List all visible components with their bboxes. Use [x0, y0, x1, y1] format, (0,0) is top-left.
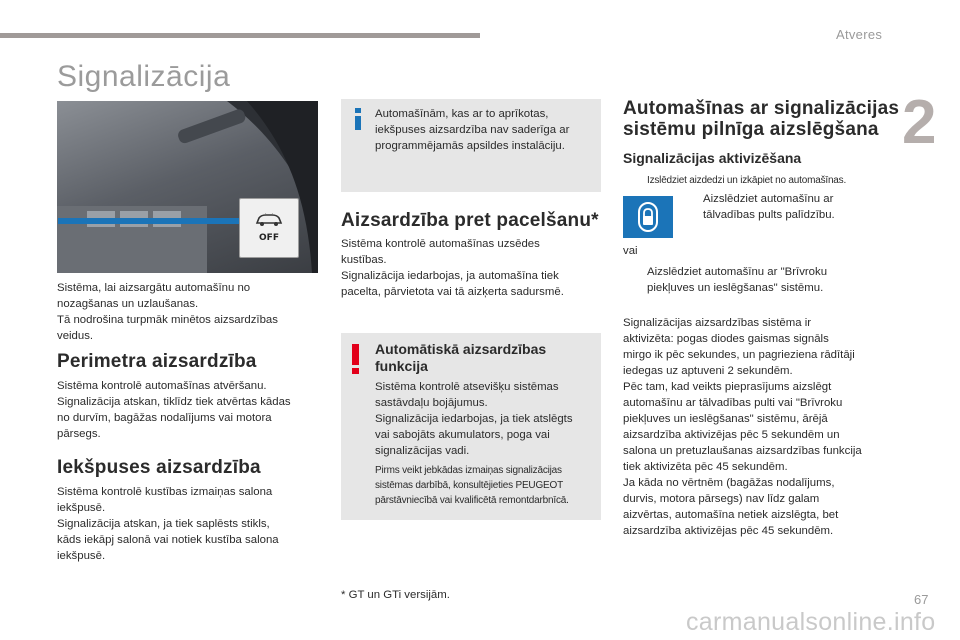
remote-lock-tile — [623, 196, 673, 238]
step-remote-lock — [703, 191, 883, 223]
perimeter-heading: Perimetra aizsardzība — [57, 351, 257, 372]
off-label: OFF — [259, 233, 279, 243]
step-ignition-off: Izslēdziet aizdedzi un izkāpiet no automašīnas. — [647, 175, 847, 186]
info-icon — [351, 108, 365, 130]
footnote: * GT un GTi versijām. — [341, 589, 450, 601]
section-label: Atveres — [836, 27, 883, 42]
callout-pointer — [58, 218, 240, 224]
text-line: pārstāvniecībā vai kvalificētā remontdarbnīcā. — [375, 495, 569, 506]
interior-heading: Iekšpuses aizsardzība — [57, 457, 261, 478]
step-keyless-lock — [647, 264, 887, 296]
text-line: iedegas uz aptuveni 2 sekundēm. — [623, 365, 793, 377]
text-line: kāds iekāpj salonā vai notiek kustība salona — [57, 534, 279, 546]
text-line: Sistēma kontrolē atsevišķu sistēmas — [375, 381, 559, 393]
anti-lift-heading: Aizsardzība pret pacelšanu* — [341, 210, 599, 231]
anti-lift-text — [341, 236, 601, 300]
text-line: aizvērtas, automašīna netiek aizslēgta, bet — [623, 509, 839, 521]
text-line: tiek aktivizēta pēc 45 sekundēm. — [623, 461, 788, 473]
heading-line: funkcija — [375, 358, 428, 374]
text-line: pārsegs. — [57, 428, 101, 440]
warning-icon — [352, 344, 360, 374]
chapter-number: 2 — [902, 88, 937, 157]
text-line: iekšpuses aizsardzība nav saderīga ar — [375, 124, 570, 136]
text-line: vai sabojāts akumulators, poga vai — [375, 429, 550, 441]
text-line: sastāvdaļu bojājumus. — [375, 397, 488, 409]
intro-text — [57, 280, 327, 344]
warning-heading — [375, 341, 546, 375]
watermark: carmanualsonline.info — [686, 608, 936, 636]
text-line: kustības. — [341, 254, 387, 266]
warning-note — [375, 463, 599, 508]
text-line: piekļuves un ieslēgšanas" sistēmu, ārējā — [623, 413, 828, 425]
text-line: pacelta, pārvietota vai tā aizķerta sadursmē. — [341, 286, 564, 298]
heading-line: sistēmu pilnīga aizslēgšana — [623, 119, 879, 140]
warning-box — [341, 333, 601, 520]
page-number: 67 — [914, 592, 929, 607]
text-line: veidus. — [57, 330, 94, 342]
text-line: Signalizācijas aizsardzības sistēma ir — [623, 317, 812, 329]
text-line: durvis, motora pārsegs) nav līdz galam — [623, 493, 820, 505]
text-line: aizsardzība aktivizējas pēc 5 sekundēm un — [623, 429, 840, 441]
full-lock-heading — [623, 98, 899, 140]
perimeter-text — [57, 378, 327, 442]
text-line: Pirms veikt jebkādas izmaiņas signalizācijas — [375, 465, 562, 476]
text-line: no durvīm, bagāžas nodalījums vai motora — [57, 412, 272, 424]
text-line: piekļuves un ieslēgšanas" sistēmu. — [647, 282, 824, 294]
alarm-off-button — [239, 198, 299, 258]
text-line: Automašīnām, kas ar to aprīkotas, — [375, 108, 549, 120]
text-line: automašīnu ar tālvadības pulti vai "Brīvroku — [623, 397, 843, 409]
text-line: Signalizācija iedarbojas, ja tiek atslēgts — [375, 413, 573, 425]
header-rule — [0, 33, 480, 38]
text-line: Pēc tam, kad veikts pieprasījums aizslēgt — [623, 381, 832, 393]
or-text: vai — [623, 245, 638, 257]
text-line: aktivizēta: pogas diodes gaismas signāls — [623, 333, 829, 345]
text-line: Sistēma kontrolē kustības izmaiņas salona — [57, 486, 273, 498]
activation-paragraph — [623, 315, 893, 539]
text-line: mirgo ik pēc sekundes, un pagrieziena rādītāji — [623, 349, 855, 361]
text-line: aizsardzība aktivizējas pēc 45 sekundēm. — [623, 525, 834, 537]
interior-text — [57, 484, 327, 564]
activation-heading: Signalizācijas aktivizēšana — [623, 150, 802, 166]
text-line: nozagšanas un uzlaušanas. — [57, 298, 199, 310]
text-line: signalizācijas vadi. — [375, 445, 470, 457]
text-line: tālvadības pults palīdzību. — [703, 209, 835, 221]
text-line: programmējamās apsildes instalāciju. — [375, 140, 565, 152]
text-line: iekšpusē. — [57, 550, 106, 562]
text-line: Sistēma, lai aizsargātu automašīnu no — [57, 282, 251, 294]
text-line: salona un pretuzlaušanas aizsardzības funkcija — [623, 445, 862, 457]
page-title: Signalizācija — [57, 60, 231, 93]
text-line: Aizslēdziet automašīnu ar — [703, 193, 834, 205]
info-text — [375, 106, 597, 154]
text-line: Signalizācija atskan, tiklīdz tiek atvērtas kādas — [57, 396, 291, 408]
text-line: Signalizācija atskan, ja tiek saplēsts stikls, — [57, 518, 270, 530]
padlock-icon — [637, 202, 659, 232]
text-line: Aizslēdziet automašīnu ar "Brīvroku — [647, 266, 828, 278]
text-line: Sistēma kontrolē automašīnas uzsēdes — [341, 238, 540, 250]
warning-text — [375, 379, 597, 459]
text-line: iekšpusē. — [57, 502, 106, 514]
text-line: Ja kāda no vērtnēm (bagāžas nodalījums, — [623, 477, 835, 489]
text-line: Sistēma kontrolē automašīnas atvēršanu. — [57, 380, 267, 392]
car-icon — [254, 213, 284, 231]
heading-line: Automašīnas ar signalizācijas — [623, 98, 900, 119]
info-box — [341, 99, 601, 192]
text-line: sistēmas darbībā, konsultējieties PEUGEOT — [375, 480, 563, 491]
text-line: Signalizācija iedarbojas, ja automašīna tiek — [341, 270, 559, 282]
heading-line: Automātiskā aizsardzības — [375, 341, 547, 357]
text-line: Tā nodrošina turpmāk minētos aizsardzības — [57, 314, 278, 326]
